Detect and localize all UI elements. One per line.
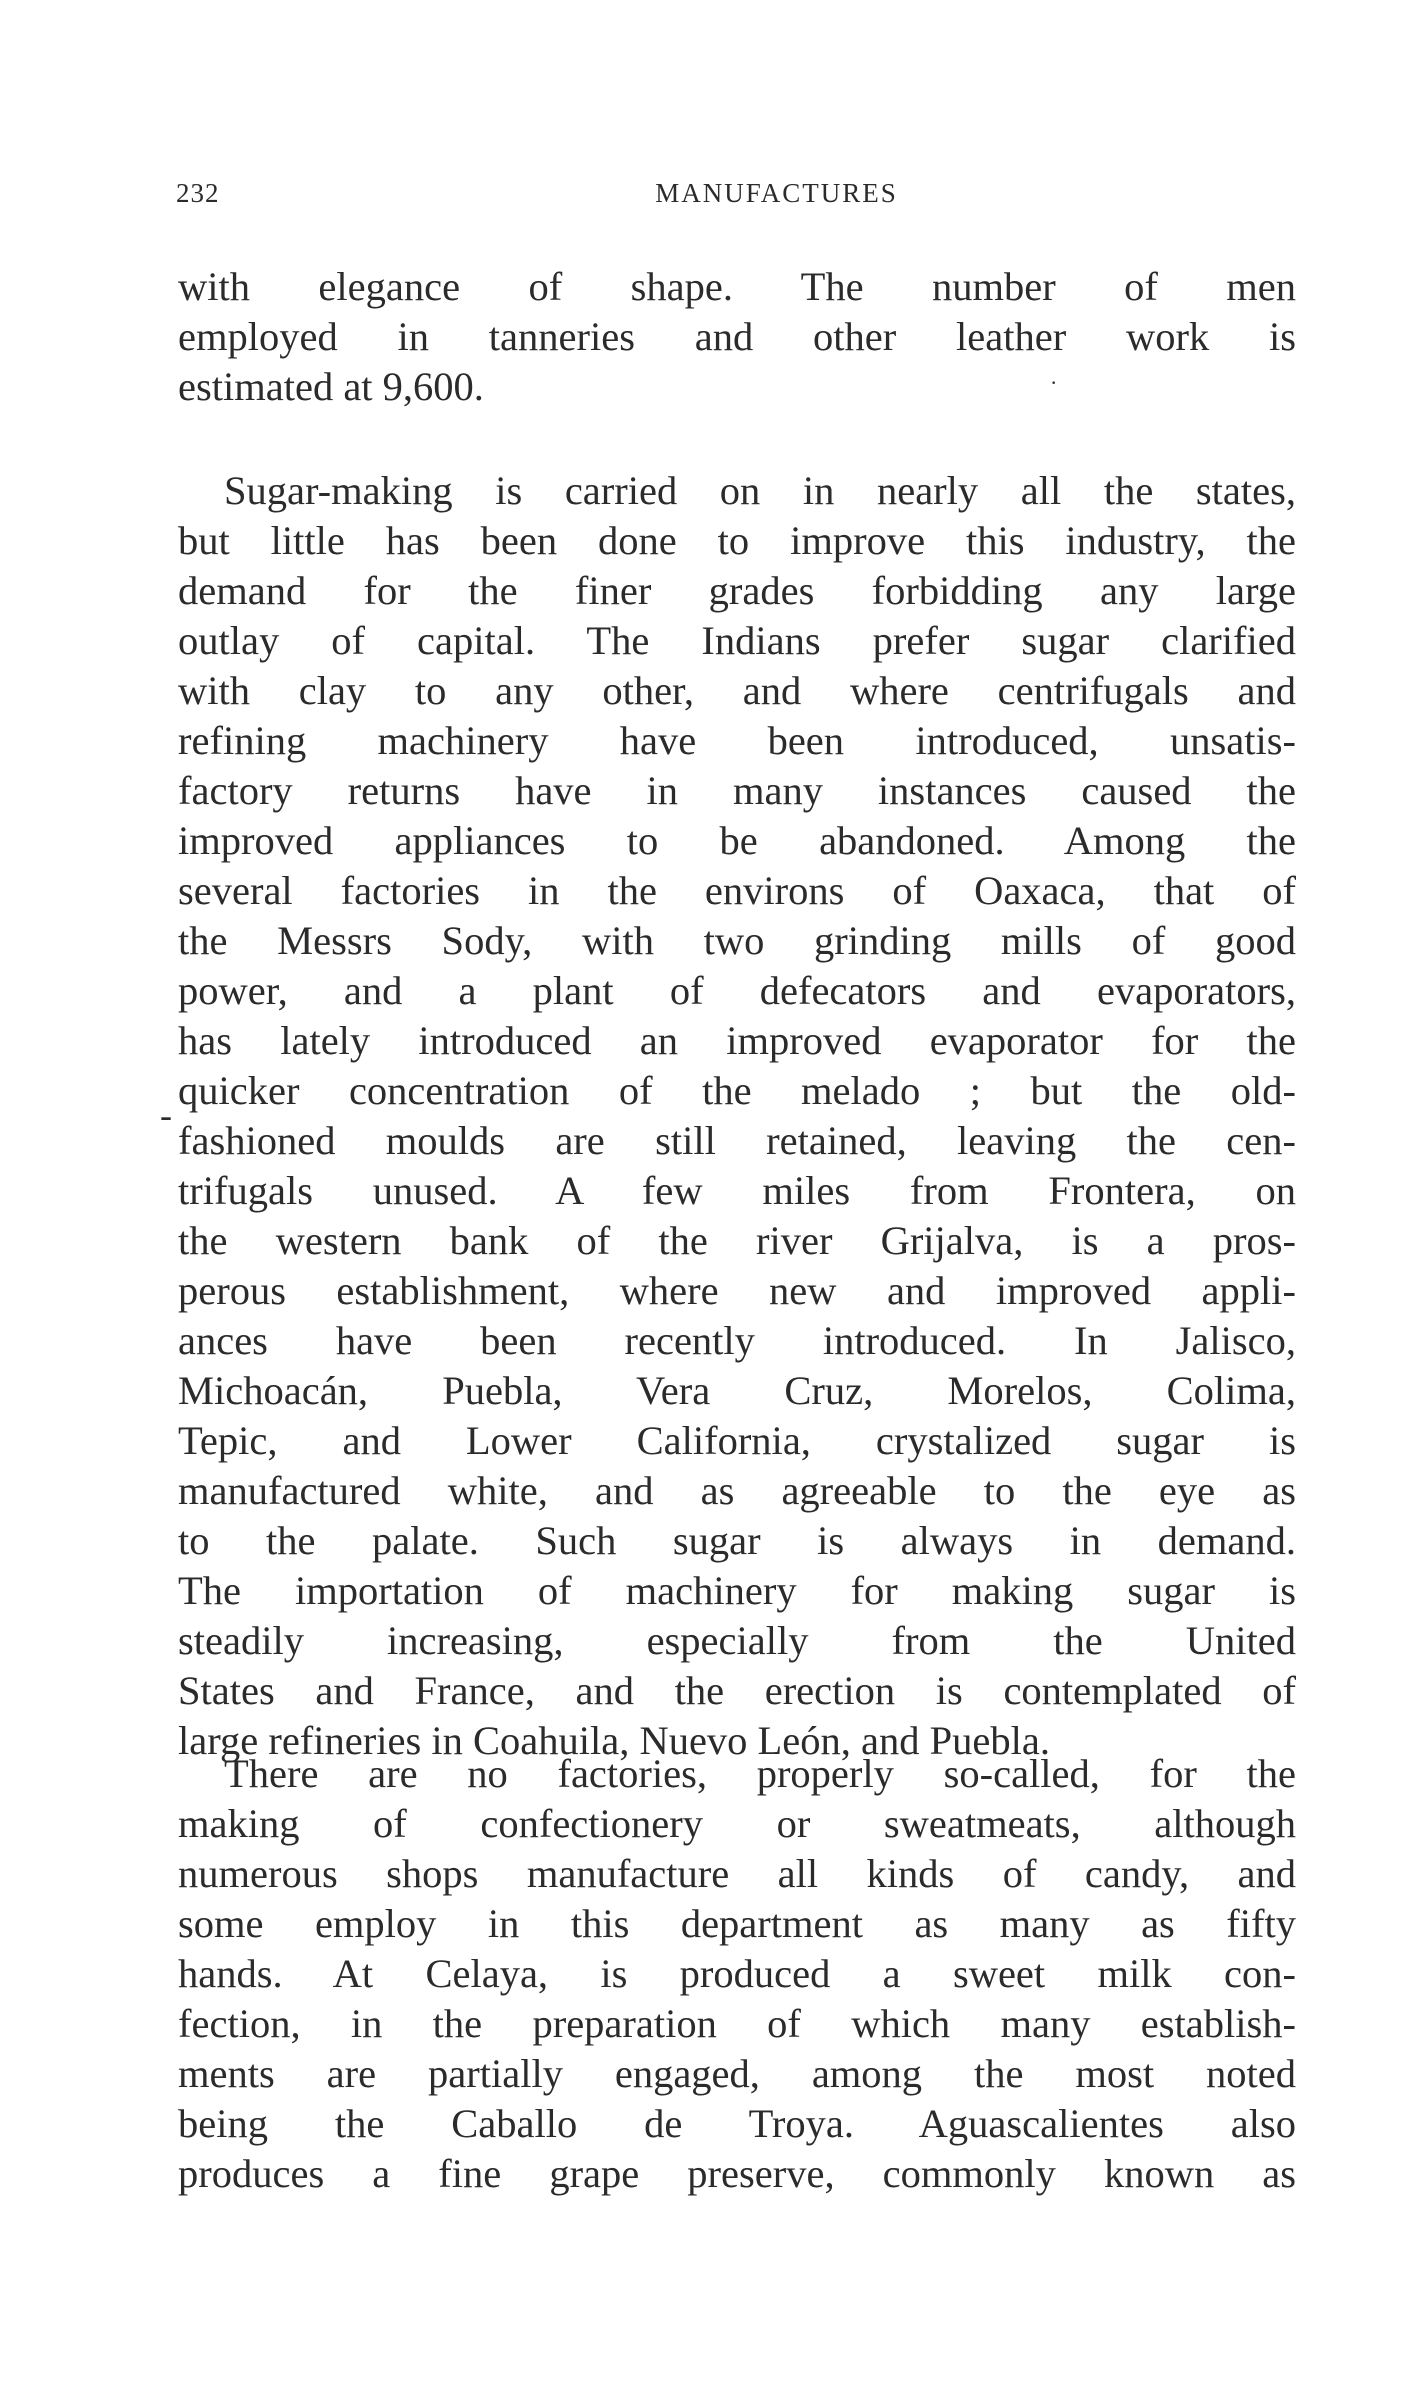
- text-line: perous establishment, where new and improved appli-: [178, 1268, 1296, 1313]
- text-line: the western bank of the river Grijalva, is a pros-: [178, 1218, 1296, 1263]
- text-line: improved appliances to be abandoned. Among the: [178, 818, 1296, 863]
- text-line: with clay to any other, and where centrifugals and: [178, 668, 1296, 713]
- text-line: has lately introduced an improved evaporator for the: [178, 1018, 1296, 1063]
- text-line: but little has been done to improve this industry, the: [178, 518, 1296, 563]
- text-line: with elegance of shape. The number of men: [178, 264, 1296, 309]
- text-line: ments are partially engaged, among the most noted: [178, 2051, 1296, 2096]
- text-line: making of confectionery or sweatmeats, although: [178, 1801, 1296, 1846]
- text-line: employed in tanneries and other leather work is: [178, 314, 1296, 359]
- text-line: Sugar-making is carried on in nearly all the states,: [224, 468, 1296, 513]
- text-line: fashioned moulds are still retained, leaving the cen-: [178, 1118, 1296, 1163]
- text-line: States and France, and the erection is contemplated of: [178, 1668, 1296, 1713]
- text-line: refining machinery have been introduced, unsatis-: [178, 718, 1296, 763]
- text-line: some employ in this department as many as fifty: [178, 1901, 1296, 1946]
- paragraph-confectionery: [178, 1749, 1296, 2199]
- text-line: fection, in the preparation of which many establish-: [178, 2001, 1296, 2046]
- text-line: manufactured white, and as agreeable to the eye as: [178, 1468, 1296, 1513]
- text-line: ances have been recently introduced. In Jalisco,: [178, 1318, 1296, 1363]
- page-number: 232: [176, 178, 220, 208]
- text-line: large refineries in Coahuila, Nuevo León, and Puebla.: [178, 1718, 1050, 1763]
- paragraph-sugar: [178, 466, 1296, 1766]
- text-line: being the Caballo de Troya. Aguascalientes also: [178, 2101, 1296, 2146]
- text-line: The importation of machinery for making sugar is: [178, 1568, 1296, 1613]
- text-line: estimated at 9,600.: [178, 364, 484, 409]
- text-line: outlay of capital. The Indians prefer sugar clarified: [178, 618, 1296, 663]
- stray-dot-mark: ·: [1050, 370, 1058, 395]
- margin-dash-mark: -: [160, 1095, 172, 1135]
- text-line: trifugals unused. A few miles from Frontera, on: [178, 1168, 1296, 1213]
- text-line: There are no factories, properly so-called, for the: [224, 1751, 1296, 1796]
- text-line: quicker concentration of the melado ; but the old-: [178, 1068, 1296, 1113]
- paragraph-leather: [178, 262, 1296, 412]
- text-line: demand for the finer grades forbidding any large: [178, 568, 1296, 613]
- text-line: hands. At Celaya, is produced a sweet milk con-: [178, 1951, 1296, 1996]
- text-line: Tepic, and Lower California, crystalized sugar is: [178, 1418, 1296, 1463]
- text-line: Michoacán, Puebla, Vera Cruz, Morelos, Colima,: [178, 1368, 1296, 1413]
- text-line: steadily increasing, especially from the United: [178, 1618, 1296, 1663]
- text-line: the Messrs Sody, with two grinding mills of good: [178, 918, 1296, 963]
- text-line: factory returns have in many instances caused the: [178, 768, 1296, 813]
- text-line: power, and a plant of defecators and evaporators,: [178, 968, 1296, 1013]
- running-head: MANUFACTURES: [655, 178, 898, 208]
- text-line: produces a fine grape preserve, commonly known as: [178, 2151, 1296, 2196]
- text-line: numerous shops manufacture all kinds of candy, and: [178, 1851, 1296, 1896]
- text-line: to the palate. Such sugar is always in demand.: [178, 1518, 1296, 1563]
- text-line: several factories in the environs of Oaxaca, that of: [178, 868, 1296, 913]
